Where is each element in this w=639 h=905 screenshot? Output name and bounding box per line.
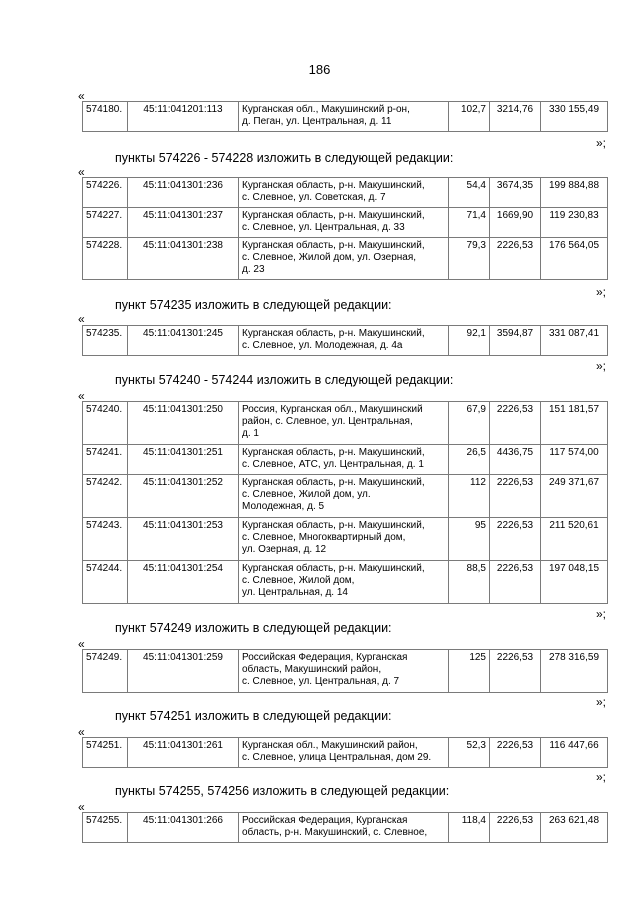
section-intro: пункт 574235 изложить в следующей редакции: [115, 298, 392, 312]
address-line: с. Слевное, ул. Центральная, д. 33 [242, 222, 405, 233]
address-line: Курганская область, р-н. Макушинский, [242, 520, 425, 531]
cell-value: 211 520,61 [541, 518, 608, 561]
table-row [83, 238, 608, 280]
quote-open: « [78, 165, 85, 179]
cell-rate: 2226,53 [490, 475, 541, 518]
address-line: Россия, Курганская обл., Макушинский [242, 404, 423, 415]
cell-rate: 3674,35 [490, 178, 541, 208]
cell-address [239, 178, 449, 208]
cell-area: 95 [449, 518, 490, 561]
address-line: Курганская область, р-н. Макушинский, [242, 563, 425, 574]
table-row [83, 445, 608, 475]
cell-number: 574228. [83, 238, 128, 280]
register-table [82, 177, 608, 280]
cell-address [239, 738, 449, 768]
cell-address [239, 208, 449, 238]
cell-area: 52,3 [449, 738, 490, 768]
section-intro: пункт 574249 изложить в следующей редакции: [115, 621, 392, 635]
cell-number: 574244. [83, 561, 128, 604]
cell-rate: 2226,53 [490, 650, 541, 693]
register-table [82, 101, 608, 132]
quote-close: »; [596, 359, 607, 373]
cell-number: 574251. [83, 738, 128, 768]
cell-number: 574243. [83, 518, 128, 561]
address-line: Курганская область, р-н. Макушинский, [242, 328, 425, 339]
table-row [83, 178, 608, 208]
cell-rate: 2226,53 [490, 813, 541, 843]
cell-number: 574227. [83, 208, 128, 238]
address-line: с. Слевное, ул. Советская, д. 7 [242, 192, 386, 203]
quote-open: « [78, 312, 85, 326]
quote-close: »; [596, 285, 607, 299]
cell-value: 331 087,41 [541, 326, 608, 356]
address-line: Молодежная, д. 5 [242, 501, 325, 512]
cell-value: 249 371,67 [541, 475, 608, 518]
cell-value: 176 564,05 [541, 238, 608, 280]
cell-rate: 1669,90 [490, 208, 541, 238]
cell-area: 26,5 [449, 445, 490, 475]
quote-close: »; [596, 136, 607, 150]
cell-address [239, 445, 449, 475]
address-line: область, р-н. Макушинский, с. Слевное, [242, 827, 428, 838]
cell-value: 197 048,15 [541, 561, 608, 604]
address-line: Российская Федерация, Курганская [242, 652, 408, 663]
section-intro: пункты 574240 - 574244 изложить в следующей редакции: [115, 373, 454, 387]
cell-rate: 2226,53 [490, 518, 541, 561]
cell-address [239, 238, 449, 280]
cell-cadastral: 45:11:041301:237 [128, 208, 239, 238]
cell-cadastral: 45:11:041301:238 [128, 238, 239, 280]
quote-open: « [78, 725, 85, 739]
quote-close: »; [596, 607, 607, 621]
cell-rate: 2226,53 [490, 238, 541, 280]
table-row [83, 102, 608, 132]
cell-address [239, 102, 449, 132]
cell-value: 117 574,00 [541, 445, 608, 475]
page-number: 186 [308, 62, 331, 77]
cell-number: 574249. [83, 650, 128, 693]
cell-address [239, 326, 449, 356]
register-table [82, 325, 608, 356]
address-line: с. Слевное, Многоквартирный дом, [242, 532, 406, 543]
cell-cadastral: 45:11:041301:251 [128, 445, 239, 475]
cell-cadastral: 45:11:041301:254 [128, 561, 239, 604]
cell-address [239, 650, 449, 693]
table-row [83, 475, 608, 518]
cell-cadastral: 45:11:041301:261 [128, 738, 239, 768]
cell-rate: 3594,87 [490, 326, 541, 356]
quote-open: « [78, 800, 85, 814]
table-row [83, 650, 608, 693]
cell-cadastral: 45:11:041301:236 [128, 178, 239, 208]
table-row [83, 208, 608, 238]
cell-number: 574180. [83, 102, 128, 132]
cell-area: 118,4 [449, 813, 490, 843]
cell-area: 71,4 [449, 208, 490, 238]
cell-area: 88,5 [449, 561, 490, 604]
cell-cadastral: 45:11:041301:266 [128, 813, 239, 843]
cell-cadastral: 45:11:041201:113 [128, 102, 239, 132]
cell-address [239, 518, 449, 561]
quote-close: »; [596, 770, 607, 784]
address-line: ул. Центральная, д. 14 [242, 587, 348, 598]
cell-value: 330 155,49 [541, 102, 608, 132]
cell-address [239, 813, 449, 843]
table-row [83, 813, 608, 843]
cell-cadastral: 45:11:041301:245 [128, 326, 239, 356]
address-line: Курганская область, р-н. Макушинский, [242, 447, 425, 458]
table-row [83, 326, 608, 356]
address-line: с. Слевное, улица Центральная, дом 29. [242, 752, 432, 763]
cell-cadastral: 45:11:041301:252 [128, 475, 239, 518]
cell-number: 574255. [83, 813, 128, 843]
register-table [82, 401, 608, 604]
address-line: район, с. Слевное, ул. Центральная, [242, 416, 413, 427]
cell-cadastral: 45:11:041301:253 [128, 518, 239, 561]
quote-open: « [78, 637, 85, 651]
register-table [82, 737, 608, 768]
address-line: д. 23 [242, 264, 265, 275]
quote-open: « [78, 389, 85, 403]
quote-close: »; [596, 695, 607, 709]
address-line: с. Слевное, Жилой дом, ул. [242, 489, 371, 500]
table-row [83, 402, 608, 445]
cell-area: 112 [449, 475, 490, 518]
cell-rate: 4436,75 [490, 445, 541, 475]
address-line: д. Пеган, ул. Центральная, д. 11 [242, 116, 392, 127]
cell-value: 116 447,66 [541, 738, 608, 768]
address-line: ул. Озерная, д. 12 [242, 544, 327, 555]
cell-area: 54,4 [449, 178, 490, 208]
table-row [83, 738, 608, 768]
cell-rate: 2226,53 [490, 738, 541, 768]
address-line: с. Слевное, Жилой дом, [242, 575, 355, 586]
address-line: Курганская обл., Макушинский р-он, [242, 104, 410, 115]
cell-number: 574241. [83, 445, 128, 475]
cell-number: 574240. [83, 402, 128, 445]
address-line: Курганская обл., Макушинский район, [242, 740, 418, 751]
cell-number: 574242. [83, 475, 128, 518]
address-line: область, Макушинский район, [242, 664, 382, 675]
cell-area: 102,7 [449, 102, 490, 132]
address-line: с. Слевное, АТС, ул. Центральная, д. 1 [242, 459, 424, 470]
address-line: Российская Федерация, Курганская [242, 815, 408, 826]
cell-address [239, 475, 449, 518]
cell-rate: 2226,53 [490, 402, 541, 445]
cell-address [239, 402, 449, 445]
section-intro: пункты 574255, 574256 изложить в следующей редакции: [115, 784, 450, 798]
cell-number: 574235. [83, 326, 128, 356]
section-intro: пункт 574251 изложить в следующей редакции: [115, 709, 392, 723]
register-table [82, 649, 608, 693]
cell-rate: 3214,76 [490, 102, 541, 132]
address-line: с. Слевное, Жилой дом, ул. Озерная, [242, 252, 417, 263]
cell-area: 79,3 [449, 238, 490, 280]
cell-value: 199 884,88 [541, 178, 608, 208]
address-line: Курганская область, р-н. Макушинский, [242, 180, 425, 191]
cell-cadastral: 45:11:041301:250 [128, 402, 239, 445]
register-table [82, 812, 608, 843]
address-line: с. Слевное, ул. Центральная, д. 7 [242, 676, 400, 687]
address-line: с. Слевное, ул. Молодежная, д. 4а [242, 340, 403, 351]
address-line: Курганская область, р-н. Макушинский, [242, 240, 425, 251]
cell-value: 278 316,59 [541, 650, 608, 693]
address-line: д. 1 [242, 428, 259, 439]
cell-value: 119 230,83 [541, 208, 608, 238]
address-line: Курганская область, р-н. Макушинский, [242, 477, 425, 488]
address-line: Курганская область, р-н. Макушинский, [242, 210, 425, 221]
cell-value: 263 621,48 [541, 813, 608, 843]
table-row [83, 561, 608, 604]
cell-cadastral: 45:11:041301:259 [128, 650, 239, 693]
table-row [83, 518, 608, 561]
cell-value: 151 181,57 [541, 402, 608, 445]
section-intro: пункты 574226 - 574228 изложить в следующей редакции: [115, 151, 454, 165]
cell-rate: 2226,53 [490, 561, 541, 604]
cell-area: 92,1 [449, 326, 490, 356]
cell-area: 125 [449, 650, 490, 693]
cell-area: 67,9 [449, 402, 490, 445]
cell-number: 574226. [83, 178, 128, 208]
quote-open: « [78, 89, 85, 103]
cell-address [239, 561, 449, 604]
